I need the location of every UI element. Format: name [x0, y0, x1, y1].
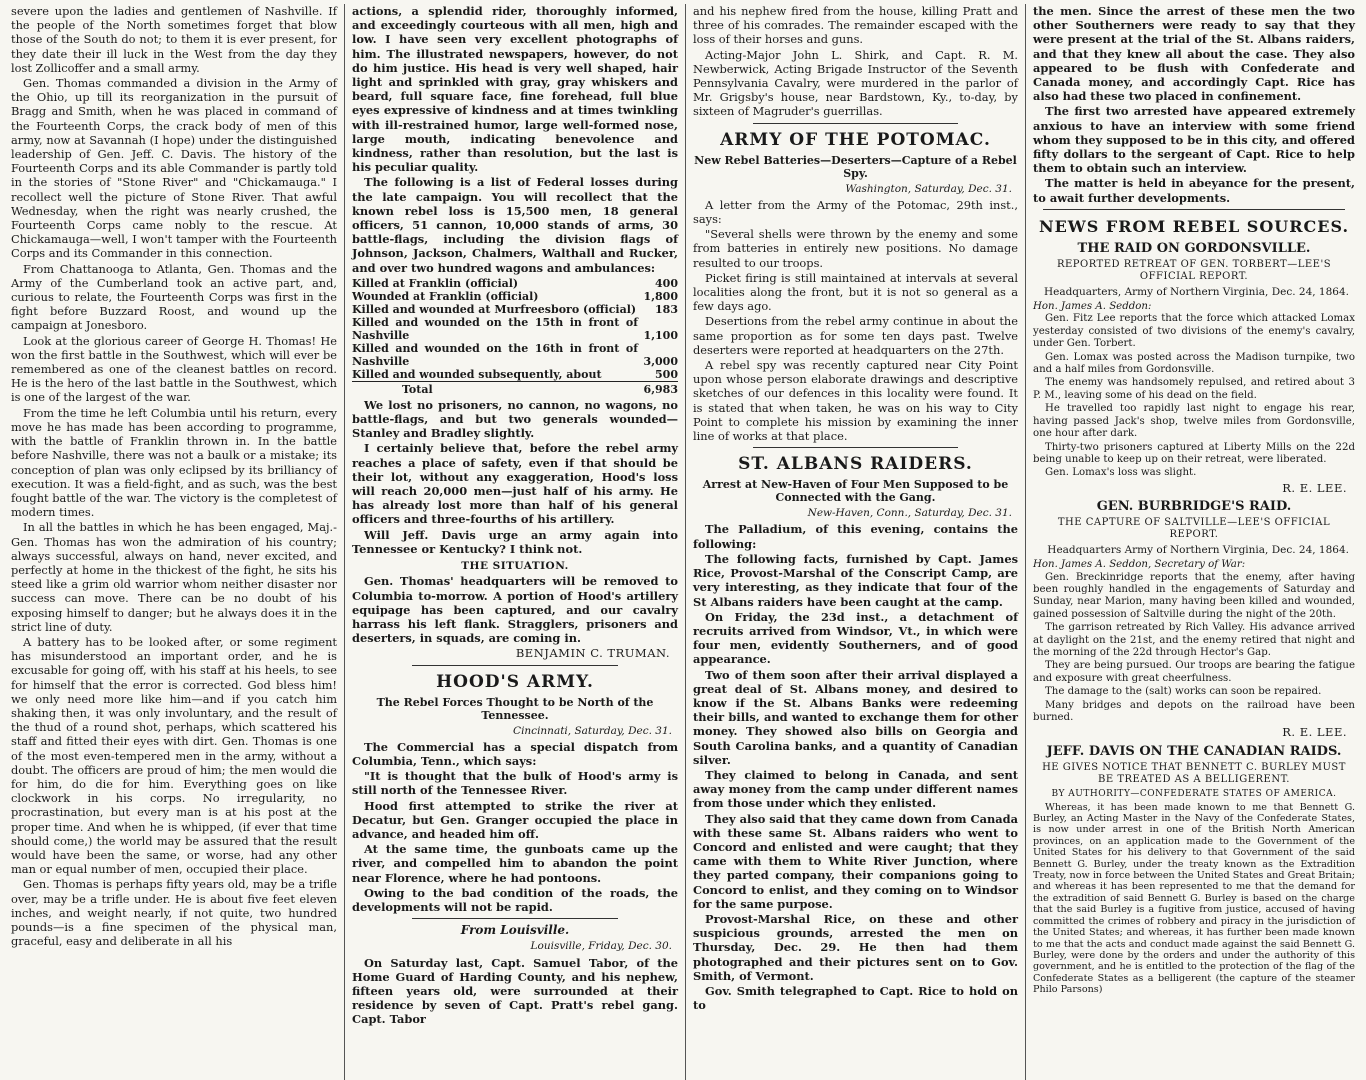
signature: R. E. LEE. — [1282, 480, 1347, 495]
loss-value: 1,800 — [643, 289, 678, 303]
headline: HOOD'S ARMY. — [436, 671, 594, 692]
paragraph: Desertions from the rebel army continue in about the same proportion as for some ten days past. Twelve deserters were reported at headquarters on the 27th. — [693, 314, 1018, 357]
paragraph: Picket firing is still maintained at intervals at several localities along the front, but it is not so general as a few days ago. — [693, 270, 1018, 314]
paragraph: Two of them soon after their arrival displayed a great deal of St. Albans money, and desired to know if the St. Albans Banks were redeeming their bills, and wanted to exchange them for other money. They showed also bills on Georgia and South Carolina banks, and a quantity of Canadian silver. — [693, 667, 1018, 767]
loss-value: 500 — [655, 367, 678, 381]
paragraph: Whereas, it has been made known to me that Bennett G. Burley, an Acting Master in the Navy of the Confederate States, is now under arrest in one of the British North American provinces, on an application made to the Government of the United States for his delivery to that Government of the said Bennett G. Burley, under the treaty known as the Extradition Treaty, now in force between the United States and Great Britain; and whereas it has been represented to me that the demand for the extradition of said Bennett G. Burley is based on the charge that the said Burley is a fugitive from justice, accused of having committed the crimes of robbery and piracy in the jurisdiction of the United States; and whereas, it has further been made known to me that the acts and conduct made against the said Bennett G. Burley, were done by the orders and under the authority of this government, and he is entitled to the protection of the flag of the Confederate States as a belligerent (the capture of the steamer Philo Parsons) — [1033, 801, 1355, 996]
paragraph: The Commercial has a special dispatch from Columbia, Tenn., which says: — [352, 739, 678, 768]
headline: THE RAID ON GORDONSVILLE. — [1077, 240, 1311, 256]
dateline: Washington, Saturday, Dec. 31. — [845, 182, 1012, 195]
column-3 — [686, 4, 1026, 1080]
paragraph: Gen. Lomax's loss was slight. — [1045, 467, 1197, 479]
paragraph: The enemy was handsomely repulsed, and retired about 3 P. M., leaving some of his dead on the field. — [1033, 377, 1355, 401]
paragraph: A letter from the Army of the Potomac, 29th inst., says: — [693, 197, 1018, 227]
paragraph: They claimed to belong in Canada, and sent away money from the camp under different names from those under which they enlisted. — [693, 767, 1018, 811]
paragraph: "Several shells were thrown by the enemy and some from batteries in entirely new positions. No damage resulted to our troops. — [693, 227, 1018, 270]
paragraph: They are being pursued. Our troops are bearing the fatigue and exposure with great cheerfulness. — [1033, 660, 1355, 684]
loss-value: 183 — [655, 302, 678, 316]
paragraph: The Palladium, of this evening, contains the following: — [693, 522, 1018, 551]
column-1 — [4, 4, 345, 1080]
loss-value: 400 — [655, 276, 678, 290]
paragraph: In all the battles in which he has been engaged, Maj.-Gen. Thomas has won the admiration of his country; always successful, always on hand, never excited, and perfectly at home in the thickest of the fight, he sits his steed like a grim old warrior whom neither disaster nor success can move. There can be no doubt of his exposing himself to danger; but he always does it in the strict line of duty. — [11, 520, 337, 634]
addressee: Hon. James A. Seddon: — [1033, 301, 1152, 313]
addressee: Hon. James A. Seddon, Secretary of War: — [1033, 559, 1246, 571]
loss-label: Killed and wounded on the 15th in front of Nashville — [352, 315, 638, 342]
paragraph: Owing to the bad condition of the roads, the developments will not be rapid. — [352, 885, 678, 914]
table-row — [352, 277, 678, 290]
authority-line: BY AUTHORITY—CONFEDERATE STATES OF AMERICA. — [1051, 788, 1337, 799]
table-row — [352, 303, 678, 316]
table-row — [352, 290, 678, 303]
dateline: New-Haven, Conn., Saturday, Dec. 31. — [807, 507, 1012, 520]
paragraph: Will Jeff. Davis urge an army again into Tennessee or Kentucky? I think not. — [352, 527, 678, 556]
divider — [753, 123, 958, 124]
paragraph: A battery has to be looked after, or some regiment has misunderstood an important order, and he is excusable for going off, with his staff at his heels, to see for himself that the error is corrected. God bless him! we only need more like him—and if you catch him shaking then, it was only involuntary, and the result of the thud of a round shot, perhaps, which scattered his staff and fitted their eyes with dirt. Gen. Thomas is one of the most even-tempered men in the army, without a doubt. The officers are proud of him; the men would die for him, do die for him. Everything goes on like clockwork in his corps. No irregularity, no procrastination, but every man is at his post at the proper time. And when he is whipped, (if ever that time should come,) the world may be assured that the result would have been the same, or worse, had any other man or equal number of men, occupied their place. — [11, 634, 337, 877]
paragraph: From the time he left Columbia until his return, every move he has made has been according to programme, with the battle of Franklin thrown in. In the battle before Nashville, there was not a baulk or a mistake; its conception of plan was only eclipsed by its brilliancy of execution. It was a field-fight, and as such, was the best fought battle of the war. The victory is the completest of modern times. — [11, 405, 337, 520]
subheadline: New Rebel Batteries—Deserters—Capture of a Rebel Spy. — [694, 153, 1017, 180]
paragraph: On Friday, the 23d inst., a detachment of recruits arrived from Windsor, Vt., in which were four men, evidently Southerners, and of good appearance. — [693, 609, 1018, 667]
paragraph: A rebel spy was recently captured near City Point upon whose person elaborate drawings and descriptive sketches of our defences in this locality were found. It is stated that when taken, he was on his way to City Point to complete his mission by examining the inner line of works at that place. — [693, 358, 1018, 444]
paragraph: Gen. Thomas is perhaps fifty years old, may be a trifle over, may be a trifle under. He is about five feet eleven inches, and weight nearly, if not quite, two hundred pounds—is a fine specimen of the physical man, graceful, easy and deliberate in all his — [11, 877, 337, 949]
headline: ARMY OF THE POTOMAC. — [720, 129, 991, 150]
signature: BENJAMIN C. TRUMAN. — [515, 646, 670, 661]
paragraph: The matter is held in abeyance for the present, to await further developments. — [1033, 176, 1355, 205]
subheadline: REPORTED RETREAT OF GEN. TORBERT—LEE'S OFFICIAL REPORT. — [1056, 258, 1332, 282]
paragraph: the men. Since the arrest of these men the two other Southerners were ready to say that they were present at the trial of the St. Albans raiders, and that they knew all about the case. They also appeared to be flush with Confederate and Canada money, and accordingly Capt. Rice has also had these two placed in confinement. — [1033, 4, 1355, 104]
subheadline: The Rebel Forces Thought to be North of the Tennessee. — [376, 695, 654, 722]
dateline: Cincinnati, Saturday, Dec. 31. — [513, 724, 672, 737]
paragraph: The first two arrested have appeared extremely anxious to have an interview with some friend whom they supposed to be in this city, and offered fifty dollars to the sergeant of Capt. Rice to help them to obtain such an interview. — [1033, 104, 1355, 176]
divider — [753, 447, 958, 448]
table-row — [352, 368, 678, 382]
loss-label: Killed and wounded on the 16th in front of Nashville — [352, 341, 638, 368]
total-label: Total — [352, 381, 638, 396]
loss-label: Killed at Franklin (official) — [352, 276, 519, 290]
headline: NEWS FROM REBEL SOURCES. — [1038, 216, 1350, 236]
paragraph: The following facts, furnished by Capt. James Rice, Provost-Marshal of the Conscript Camp, are very interesting, as they indicate that four of the St Albans raiders have been caught at the camp. — [693, 551, 1018, 609]
headline: GEN. BURBRIDGE'S RAID. — [1096, 498, 1292, 514]
loss-label: Killed and wounded at Murfreesboro (official) — [352, 302, 637, 316]
section-label: THE SITUATION. — [461, 560, 569, 573]
paragraph: and his nephew fired from the house, killing Pratt and three of his comrades. The remainder escaped with the loss of their horses and guns. — [693, 4, 1018, 47]
paragraph: They also said that they came down from Canada with these same St. Albans raiders who went to Concord and enlisted and were caught; that they came with them to White River Junction, where they parted company, their companions going to Concord to enlist, and they coming on to Windsor for the same purpose. — [693, 811, 1019, 911]
paragraph: Gov. Smith telegraphed to Capt. Rice to hold on to — [693, 983, 1018, 1013]
dateline: Headquarters Army of Northern Virginia, Dec. 24, 1864. — [1047, 543, 1349, 556]
table-total-row — [352, 381, 678, 396]
paragraph: Gen. Thomas commanded a division in the Army of the Ohio, up till its reorganization in the pursuit of Bragg and Smith, when he was placed in command of the Fourteenth Corps, the crack body of men of this army, now at Savannah (I hope) under the distinguished leadership of Gen. Jeff. C. Davis. The history of the Fourteenth Corps and its able Commander is partly told in the stories of "Stone River" and "Chickamauga." I recollect well the picture of Stone River. That awful Wednesday, when the right was nearly crushed, the Fourteenth Corps came nobly to the rescue. At Chickamauga—well, I won't tamper with the Fourteenth Corps and its Commander in this connection. — [11, 76, 337, 261]
paragraph: He travelled too rapidly last night to engage his rear, having passed Jack's shop, twelve miles from Gordonsville, one hour after dark. — [1033, 403, 1355, 440]
paragraph: Gen. Lomax was posted across the Madison turnpike, two and a half miles from Gordonsville. — [1033, 351, 1355, 376]
table-row — [352, 342, 678, 368]
signature: R. E. LEE. — [1282, 725, 1347, 740]
subheadline: Arrest at New-Haven of Four Men Supposed to be Connected with the Gang. — [702, 478, 1009, 505]
paragraph: Gen. Fitz Lee reports that the force which attacked Lomax yesterday consisted of two divisions of the enemy's cavalry, under Gen. Torbert. — [1033, 313, 1355, 350]
paragraph: Look at the glorious career of George H. Thomas! He won the first battle in the Southwest, which will ever be remembered as one of the cleanest battles on record. He is the hero of the last battle in the Southwest, which is one of the largest of the war. — [11, 333, 337, 405]
subheadline: HE GIVES NOTICE THAT BENNETT C. BURLEY MUST BE TREATED AS A BELLIGERENT. — [1042, 761, 1346, 785]
paragraph: Gen. Thomas' headquarters will be removed to Columbia to-morrow. A portion of Hood's artillery equipage has been captured, and our cavalry harrass his left flank. Stragglers, prisoners and deserters, in squads, are coming in. — [352, 574, 678, 646]
paragraph: Acting-Major John L. Shirk, and Capt. R. M. Newberwick, Acting Brigade Instructor of the Seventh Pennsylvania Cavalry, were murdered in the parlor of Mr. Grigsby's house, near Bardstown, Ky., to-day, by sixteen of Magruder's guerrillas. — [693, 47, 1018, 119]
paragraph: Many bridges and depots on the railroad have been burned. — [1033, 699, 1355, 724]
column-4 — [1026, 4, 1362, 1080]
paragraph: Gen. Breckinridge reports that the enemy, after having been roughly handled in the engagements of Saturday and Sunday, near Marion, many having been killed and wounded, gained possession of Saltville during the night of the 20th. — [1033, 571, 1355, 620]
paragraph: The following is a list of Federal losses during the late campaign. You will recollect that the known rebel loss is 15,500 men, 18 general officers, 51 cannon, 10,000 stands of arms, 30 battle-flags, including the division flags of Johnson, Jackson, Chalmers, Walthall and Rucker, and over two hundred wagons and ambulances: — [352, 175, 678, 275]
paragraph: The garrison retreated by Rich Valley. His advance arrived at daylight on the 21st, and the enemy retired that night and the morning of the 22d through Hector's Gap. — [1033, 622, 1355, 658]
paragraph: The damage to the (salt) works can soon be repaired. — [1045, 686, 1322, 698]
headline: ST. ALBANS RAIDERS. — [738, 454, 973, 475]
loss-label: Killed and wounded subsequently, about — [352, 367, 602, 381]
paragraph: "It is thought that the bulk of Hood's army is still north of the Tennessee River. — [352, 769, 678, 798]
dateline: Louisville, Friday, Dec. 30. — [530, 940, 672, 953]
federal-losses-table — [352, 277, 678, 396]
paragraph: Thirty-two prisoners captured at Liberty Mills on the 22d being unable to keep up on their retreat, were liberated. — [1033, 441, 1355, 465]
total-value: 6,983 — [638, 381, 678, 396]
headline: JEFF. DAVIS ON THE CANADIAN RAIDS. — [1046, 743, 1342, 759]
loss-value: 1,100 — [643, 328, 678, 342]
paragraph: I certainly believe that, before the rebel army reaches a place of safety, even if that should be their lot, without any exaggeration, Hood's loss will reach 20,000 men—just half of his army. He has already lost more than half of his general officers and three-fourths of his artillery. — [352, 441, 678, 527]
paragraph: At the same time, the gunboats came up the river, and compelled him to abandon the point near Florence, where he had pontoons. — [352, 842, 678, 885]
paragraph: From Chattanooga to Atlanta, Gen. Thomas and the Army of the Cumberland took an active part, and, curious to relate, the Fourteenth Corps was first in the fight before Buzzard Roost, and wound up the campaign at Jonesboro. — [11, 261, 337, 333]
paragraph: Provost-Marshal Rice, on these and other suspicious grounds, arrested the men on Thursday, Dec. 29. He then had them photographed and their pictures sent on to Gov. Smith, of Vermont. — [693, 911, 1018, 983]
paragraph: We lost no prisoners, no cannon, no wagons, no battle-flags, and but two generals wounded—Stanley and Bradley slightly. — [352, 397, 678, 441]
headline: From Louisville. — [460, 923, 570, 938]
loss-value: 3,000 — [643, 354, 678, 368]
divider — [412, 665, 618, 666]
column-2 — [345, 4, 686, 1080]
paragraph: On Saturday last, Capt. Samuel Tabor, of the Home Guard of Harding County, and his nephew, fifteen years old, were surrounded at their residence by seven of Capt. Pratt's rebel gang. Capt. Tabor — [352, 955, 678, 1027]
paragraph: Hood first attempted to strike the river at Decatur, but Gen. Granger occupied the place in advance, and headed him off. — [352, 798, 678, 841]
divider — [412, 918, 618, 919]
loss-label: Wounded at Franklin (official) — [352, 289, 539, 303]
table-row — [352, 316, 678, 342]
dateline: Headquarters, Army of Northern Virginia, Dec. 24, 1864. — [1043, 285, 1349, 298]
paragraph: actions, a splendid rider, thoroughly informed, and exceedingly courteous with all men, high and low. I have seen very excellent photographs of him. The illustrated newspapers, however, do not do him justice. His head is very well shaped, hair light and sprinkled with gray, gray whiskers and beard, full square face, fine forehead, full blue eyes expressive of kindness and at times twinkling with ill-restrained humor, large well-formed nose, large mouth, indicating benevolence and kindness, rather than resolution, but the last is his peculiar quality. — [352, 4, 678, 175]
divider — [1043, 209, 1345, 210]
paragraph: severe upon the ladies and gentlemen of Nashville. If the people of the North sometimes forget that blow those of the South do not; to them it is ever present, for they date their ill luck in the West from the day they lost Zollicoffer and a small army. — [11, 4, 337, 75]
subheadline: THE CAPTURE OF SALTVILLE—LEE'S OFFICIAL REPORT. — [1057, 516, 1331, 540]
